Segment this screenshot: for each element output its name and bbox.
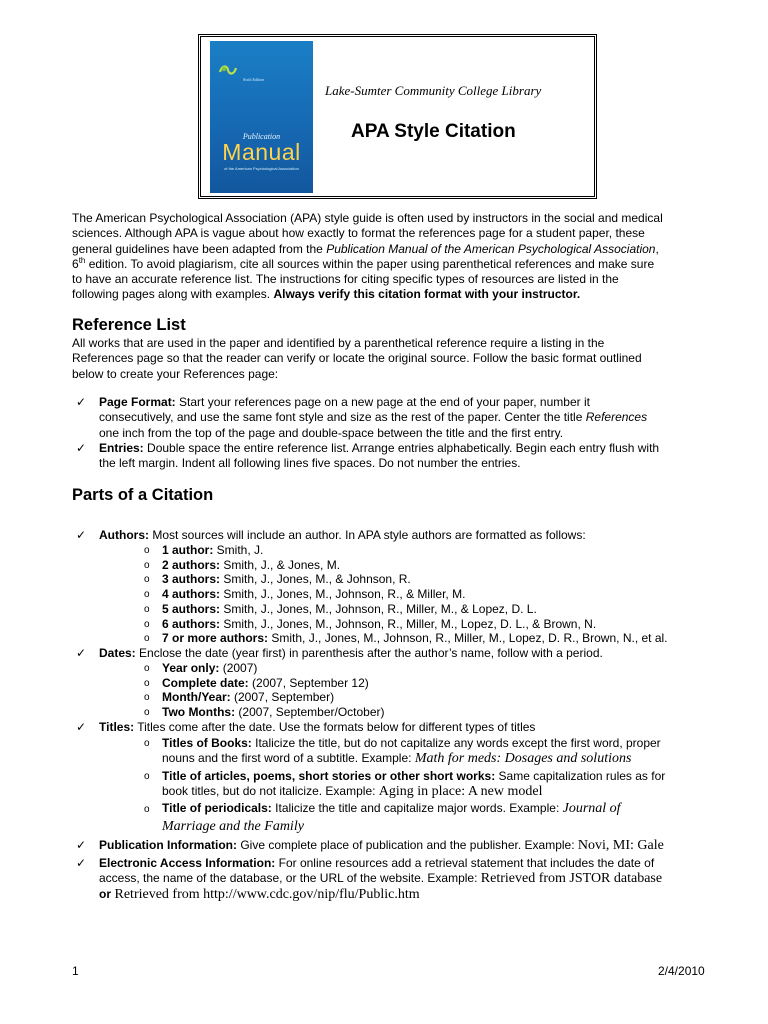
list-item-label: Complete date:	[162, 675, 249, 690]
electronic-access-item: Electronic Access Information: For online resources add a retrieval statement that includes the date of access, the name of the database, or the URL of the website. Example: Retrieved from JSTOR database or Retrieved from http://www.cdc.gov/nip/flu/Public.htm	[99, 856, 663, 902]
reference-list-heading: Reference List	[72, 316, 186, 334]
bullet-icon: o	[144, 545, 150, 556]
titles-periodicals-item: Title of periodicals: Italicize the title and capitalize major words. Example: Journal of Marriage and the Family	[162, 801, 621, 835]
publication-manual-title: Publication Manual of the American Psychological Association	[326, 241, 656, 256]
list-item-label: Month/Year:	[162, 690, 231, 705]
intro-line: 6th edition. To avoid plagiarism, cite all sources within the paper using parenthetical references and make sure	[72, 255, 655, 271]
titles-item: Titles: Titles come after the date. Use the formats below for different types of titles	[99, 720, 536, 734]
publication-example: Novi, MI: Gale	[577, 838, 664, 853]
list-item-value: Smith, J., Jones, M., Johnson, R., Miller, M., Lopez, D. L., & Brown, N.	[220, 616, 597, 631]
intro-line: following pages along with examples. Always verify this citation format with your instructor.	[72, 287, 581, 302]
checkmark-icon: ✓	[76, 720, 87, 734]
list-item-value: Smith, J., Jones, M., Johnson, R., Miller, M., & Lopez, D. L.	[220, 601, 537, 616]
list-item-label: 6 authors:	[162, 616, 221, 631]
list-item-value: (2007, September 12)	[248, 675, 369, 690]
list-item-value: Smith, J., Jones, M., Johnson, R., & Miller, M.	[220, 587, 466, 602]
list-item-value: Smith, J.	[213, 543, 264, 557]
footer-date: 2/4/2010	[658, 964, 705, 978]
checkmark-icon: ✓	[76, 646, 87, 660]
titles-articles-item: Title of articles, poems, short stories or other short works: Same capitalization rules as for book titles, but do not italicize. Example: Aging in place: A new model	[162, 769, 666, 800]
bullet-icon: o	[144, 692, 150, 704]
list-item-value: Smith, J., Jones, M., Johnson, R., Miller, M., Lopez, D. R., Brown, N., et al.	[268, 631, 668, 646]
list-item	[162, 558, 340, 573]
checkmark-icon: ✓	[76, 838, 87, 852]
dates-item: Dates: Enclose the date (year first) in parenthesis after the author’s name, follow with a period.	[99, 646, 603, 660]
list-item-value: Smith, J., Jones, M., & Johnson, R.	[220, 572, 411, 587]
cover-publication: Publication	[242, 132, 281, 141]
or-text: or	[99, 886, 111, 901]
list-item-label: 7 or more authors:	[162, 631, 269, 646]
list-item	[162, 543, 263, 558]
bullet-icon: o	[144, 707, 150, 719]
header-box	[198, 34, 597, 199]
bullet-icon: o	[144, 804, 150, 815]
intro-line: to have an accurate reference list. The instructions for citing specific types of resources are listed in the	[72, 272, 619, 287]
list-item-value: Smith, J., & Jones, M.	[220, 557, 341, 572]
entries-item: Entries: Double space the entire reference list. Arrange entries alphabetically. Begin each entry flush with the left margin. Indent all following lines five spaces. Do not number the entries.	[99, 441, 660, 471]
bullet-icon: o	[144, 589, 150, 601]
references-title-text: References	[585, 410, 648, 425]
list-item-value: (2007, September)	[230, 690, 335, 705]
publication-label: Publication Information:	[99, 838, 237, 852]
periodicals-example-cont: Marriage and the Family	[162, 819, 304, 835]
checkmark-icon: ✓	[76, 395, 87, 409]
titles-books-label: Titles of Books:	[162, 736, 252, 750]
list-item-label: Two Months:	[162, 705, 236, 720]
dates-label: Dates:	[99, 646, 136, 660]
list-item-label: Year only:	[162, 661, 220, 675]
titles-books-item: Titles of Books: Italicize the title, but do not capitalize any words except the first word, proper nouns and the first word of a subtitle. Example: Math for meds: Dosages and solutions	[162, 736, 661, 767]
titles-label: Titles:	[99, 720, 135, 734]
paragraph-line: All works that are used in the paper and identified by a parenthetical reference require a listing in the	[72, 336, 605, 350]
cover-association: of the American Psychological Association	[224, 166, 299, 171]
list-item	[162, 587, 465, 602]
apa-logo-icon	[218, 63, 238, 77]
verify-warning: Always verify this citation format with your instructor.	[273, 287, 581, 302]
bullet-icon: o	[144, 663, 150, 674]
electronic-label: Electronic Access Information:	[99, 856, 276, 870]
page-format-item: Page Format: Start your references page on a new page at the end of your paper, number it consecutively, and use the same font style and size as the rest of the paper. Center the title References one inch from the top of the page and double-space between the title and the first entry.	[99, 395, 648, 440]
bullet-icon: o	[144, 677, 150, 689]
bullet-icon: o	[144, 559, 150, 571]
titles-periodicals-label: Title of periodicals:	[162, 801, 272, 815]
checkmark-icon: ✓	[76, 441, 87, 455]
periodicals-example: Journal of	[562, 801, 621, 816]
list-item-value: (2007)	[219, 661, 258, 675]
list-item-label: 3 authors:	[162, 572, 221, 587]
list-item	[162, 705, 385, 720]
list-item-label: 2 authors:	[162, 557, 221, 572]
electronic-example-jstor: Retrieved from JSTOR database	[480, 871, 663, 887]
list-item-label: 1 author:	[162, 543, 214, 557]
reference-list-paragraph	[72, 336, 712, 382]
cover-edition: Sixth Edition	[243, 77, 265, 82]
apa-manual-cover-image	[210, 41, 313, 193]
intro-paragraph	[72, 211, 712, 303]
intro-line: sciences. Although APA is vague about how exactly to format the references page for a student paper, these	[72, 226, 645, 241]
page-title: APA Style Citation	[351, 121, 516, 142]
paragraph-line: below to create your References page:	[72, 366, 279, 381]
cover-manual: Manual	[222, 139, 301, 165]
bullet-icon: o	[144, 771, 150, 782]
page-format-label: Page Format:	[99, 395, 176, 409]
intro-line: The American Psychological Association (APA) style guide is often used by instructors in the social and medical	[72, 211, 663, 225]
list-item	[162, 572, 411, 587]
list-item	[162, 617, 596, 632]
list-item-label: 5 authors:	[162, 601, 221, 616]
list-item	[162, 690, 334, 705]
intro-line: general guidelines have been adapted from the Publication Manual of the American Psychological Association,	[72, 241, 659, 256]
parts-heading: Parts of a Citation	[72, 486, 214, 504]
bullet-icon: o	[144, 618, 150, 630]
titles-articles-label: Title of articles, poems, short stories or other short works:	[162, 769, 496, 783]
list-item	[162, 602, 537, 617]
electronic-example-url: Retrieved from http://www.cdc.gov/nip/flu/Public.htm	[111, 886, 420, 902]
list-item-label: 4 authors:	[162, 587, 221, 602]
checkmark-icon: ✓	[76, 856, 87, 870]
bullet-icon: o	[144, 603, 150, 615]
bullet-icon: o	[144, 633, 150, 645]
library-name: Lake-Sumter Community College Library	[325, 83, 542, 98]
authors-label: Authors:	[99, 528, 149, 542]
page-number: 1	[72, 964, 79, 978]
authors-item: Authors: Most sources will include an author. In APA style authors are formatted as follows:	[99, 528, 586, 542]
entries-label: Entries:	[99, 441, 144, 455]
paragraph-line: References page so that the reader can verify or locate the original source. Follow the basic format outlined	[72, 351, 642, 366]
articles-example: Aging in place: A new model	[378, 784, 543, 800]
checkmark-icon: ✓	[76, 528, 87, 542]
books-example: Math for meds: Dosages and solutions	[414, 751, 632, 767]
publication-info-item: Publication Information: Give complete place of publication and the publisher. Example: Novi, MI: Gale	[99, 838, 664, 853]
list-item	[162, 676, 369, 691]
list-item	[162, 661, 257, 676]
bullet-icon: o	[144, 738, 150, 749]
list-item	[162, 631, 668, 646]
list-item-value: (2007, September/October)	[235, 705, 385, 720]
bullet-icon: o	[144, 574, 150, 586]
